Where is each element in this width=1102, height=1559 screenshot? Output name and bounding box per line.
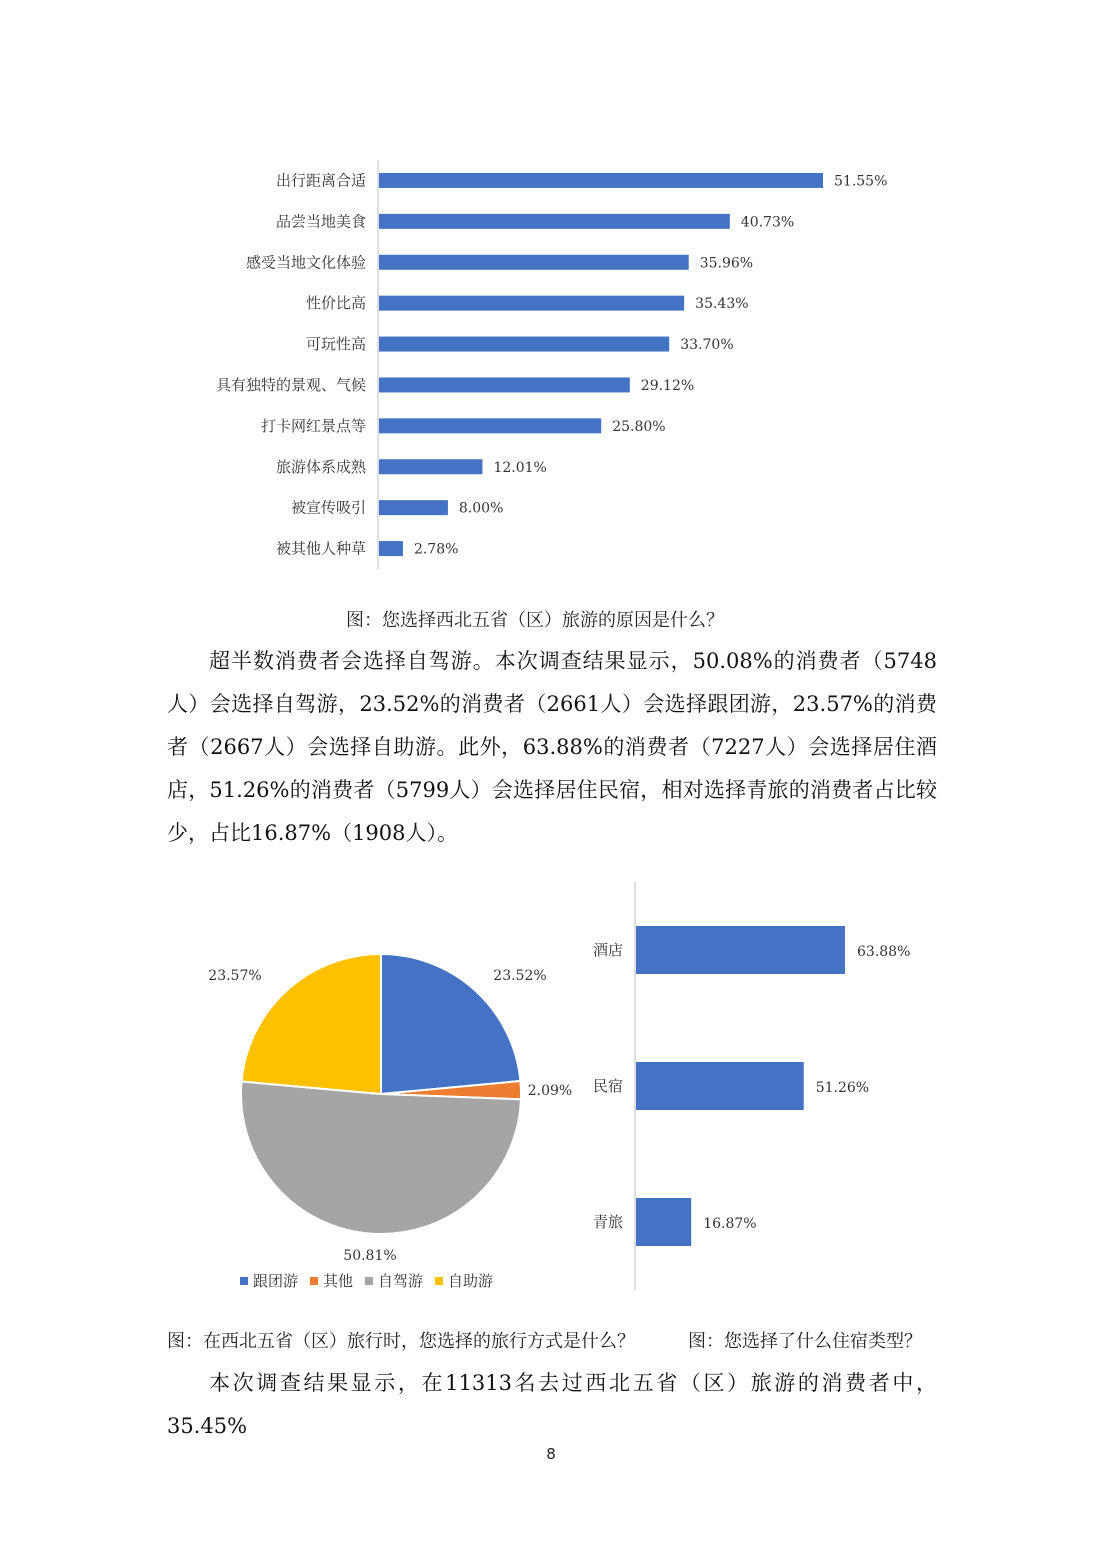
reason-bar-chart [0,150,1102,580]
reason-bar [379,173,823,188]
reason-data-label: 33.70% [680,337,734,354]
pie-legend-label: 自助游 [448,1272,494,1290]
reason-bar [379,459,482,474]
reason-bar [379,255,689,270]
reason-bar [379,377,630,392]
reason-category-label: 性价比高 [305,294,366,313]
reason-data-label: 25.80% [612,418,666,435]
reason-data-label: 8.00% [458,500,504,517]
reason-category-label: 被宣传吸引 [290,498,366,517]
travel-mode-pie-chart [160,900,620,1310]
reason-chart-caption: 图：您选择西北五省（区）旅游的原因是什么？ [346,610,724,631]
pie-data-label: 23.57% [208,968,262,984]
reason-category-label: 可玩性高 [305,335,366,354]
lodging-category-label: 青旅 [592,1213,623,1231]
pie-legend-swatch [365,1277,373,1285]
reason-data-label: 35.96% [699,255,754,272]
reason-data-label: 12.01% [493,459,547,476]
reason-data-label: 40.73% [740,214,795,231]
paragraph-travel-mode: 超半数消费者会选择自驾游。本次调查结果显示，50.08%的消费者（5748人）会选择自驾游，23.52%的消费者（2661人）会选择跟团游，23.57%的消费者（2667人）会选择自助游。此外，63.88%的消费者（7227人）会选择居住酒店，51.26%的消费者（5799人）会选择居住民宿，相对选择青旅的消费者占比较少，占比16.87%（1908人）。 [167,649,937,845]
reason-category-label: 具有独特的景观、气候 [215,375,366,394]
reason-data-label: 51.55% [834,173,888,190]
pie-data-label: 23.52% [493,968,547,984]
paragraph-survey: 本次调查结果显示，在11313名去过西北五省（区）旅游的消费者中，35.45% [167,1371,937,1438]
lodging-data-label: 51.26% [815,1080,870,1096]
pie-slice [241,1081,521,1234]
pie-legend-label: 自驾游 [378,1272,424,1290]
reason-bar [379,418,601,433]
pie-legend-label: 跟团游 [253,1272,299,1290]
reason-category-label: 出行距离合适 [275,171,366,190]
travel-mode-chart-caption: 图：在西北五省（区）旅行时，您选择的旅行方式是什么？ [167,1331,635,1352]
reason-category-label: 打卡网红景点等 [260,416,366,435]
pie-data-label: 50.81% [343,1248,397,1264]
reason-category-label: 感受当地文化体验 [245,253,366,272]
pie-legend-swatch [435,1277,443,1285]
lodging-category-label: 民宿 [592,1077,623,1095]
lodging-bar [636,1062,804,1110]
reason-data-label: 35.43% [695,296,749,313]
reason-bar [379,500,448,515]
lodging-bar-chart [570,880,970,1300]
reason-data-label: 2.78% [413,541,459,558]
reason-category-label: 旅游体系成熟 [275,457,366,476]
lodging-chart-caption: 图：您选择了什么住宿类型？ [688,1331,922,1352]
pie-data-label: 2.09% [527,1083,573,1099]
reason-data-label: 29.12% [640,377,695,394]
reason-category-label: 被其他人种草 [275,539,366,558]
pie-legend-swatch [310,1277,318,1285]
lodging-data-label: 16.87% [703,1216,757,1232]
pie-legend-swatch [240,1277,248,1285]
lodging-category-label: 酒店 [592,941,623,959]
pie-legend-label: 其他 [323,1272,354,1290]
reason-bar [379,214,730,229]
pie-slice [242,954,381,1094]
lodging-data-label: 63.88% [857,944,911,960]
lodging-bar [636,926,845,974]
reason-bar [379,541,403,556]
reason-bar [379,337,669,352]
lodging-bar [636,1198,691,1246]
reason-bar [379,296,684,311]
reason-category-label: 品尝当地美食 [275,212,366,231]
page-number: 8 [546,1445,556,1463]
